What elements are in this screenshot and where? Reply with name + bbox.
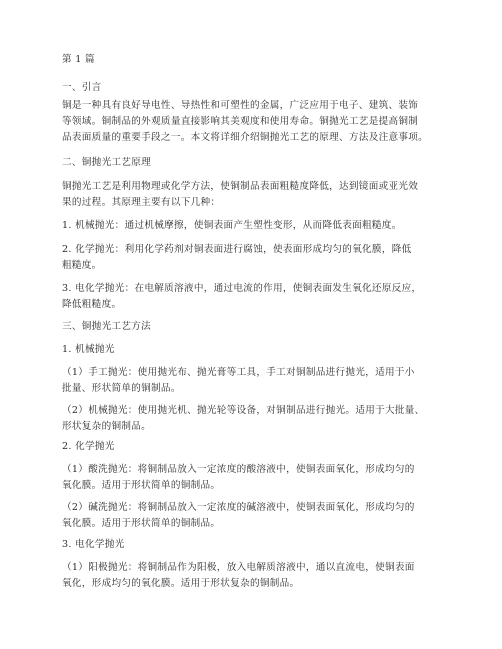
list-item-line: 粗糙度。 bbox=[62, 260, 102, 271]
paragraph-line: 氧化膜。适用于形状简单的铜制品。 bbox=[62, 518, 221, 529]
paragraph-line: （1）阳极抛光：将铜制品作为阳极，放入电解质溶液中，通以直流电，使铜表面 bbox=[62, 562, 415, 573]
paragraph-alkali-polishing bbox=[62, 500, 452, 532]
paragraph-line: 品表面质量的重要手段之一。本文将详细介绍铜抛光工艺的原理、方法及注意事项。 bbox=[62, 132, 429, 143]
paragraph-intro bbox=[62, 98, 452, 146]
section-heading-intro bbox=[62, 80, 452, 96]
subheading-text: 2. 化学抛光 bbox=[62, 441, 115, 452]
paragraph-machine-polishing bbox=[62, 403, 452, 435]
paragraph-line: （1）手工抛光：使用抛光布、抛光膏等工具，手工对铜制品进行抛光，适用于小 bbox=[62, 367, 415, 378]
paragraph-line: 果的过程。其原理主要有以下几种： bbox=[62, 197, 221, 208]
subheading-mechanical bbox=[62, 342, 452, 358]
list-item-line: 1. 机械抛光：通过机械摩擦，使铜表面产生塑性变形，从而降低表面粗糙度。 bbox=[62, 220, 402, 231]
paragraph-manual-polishing bbox=[62, 365, 452, 397]
page-label-text: 第 1 篇 bbox=[62, 54, 95, 65]
subheading-text: 3. 电化学抛光 bbox=[62, 539, 125, 550]
subheading-chemical bbox=[62, 439, 452, 455]
paragraph-line: 形状复杂的铜制品。 bbox=[62, 421, 152, 432]
list-item-mechanical-principle bbox=[62, 218, 452, 234]
list-item-line: 3. 电化学抛光：在电解质溶液中，通过电流的作用，使铜表面发生氧化还原反应， bbox=[62, 283, 422, 294]
list-item-line: 2. 化学抛光：利用化学药剂对铜表面进行腐蚀，使表面形成均匀的氧化膜，降低 bbox=[62, 244, 412, 255]
paragraph-line: 氧化膜。适用于形状简单的铜制品。 bbox=[62, 480, 221, 491]
list-item-chemical-principle bbox=[62, 242, 452, 274]
paragraph-acid-polishing bbox=[62, 462, 452, 494]
paragraph-anodic-polishing bbox=[62, 560, 452, 592]
heading-text: 一、引言 bbox=[62, 82, 102, 93]
subheading-electrochemical bbox=[62, 537, 452, 553]
paragraph-line: （2）碱洗抛光：将铜制品放入一定浓度的碱溶液中，使铜表面氧化，形成均匀的 bbox=[62, 502, 415, 513]
paragraph-line: 铜是一种具有良好导电性、导热性和可塑性的金属，广泛应用于电子、建筑、装饰 bbox=[62, 100, 419, 111]
section-heading-principle bbox=[62, 155, 452, 171]
section-heading-methods bbox=[62, 319, 452, 335]
paragraph-line: 氧化，形成均匀的氧化膜。适用于形状复杂的铜制品。 bbox=[62, 578, 300, 589]
heading-text: 三、铜抛光工艺方法 bbox=[62, 321, 152, 332]
paragraph-line: 批量、形状简单的铜制品。 bbox=[62, 383, 181, 394]
paragraph-line: 等领域。铜制品的外观质量直接影响其美观度和使用寿命。铜抛光工艺是提高铜制 bbox=[62, 116, 419, 127]
paragraph-line: （1）酸洗抛光：将铜制品放入一定浓度的酸溶液中，使铜表面氧化，形成均匀的 bbox=[62, 464, 415, 475]
paragraph-principle bbox=[62, 179, 452, 211]
paragraph-line: （2）机械抛光：使用抛光机、抛光轮等设备，对铜制品进行抛光。适用于大批量、 bbox=[62, 405, 425, 416]
subheading-text: 1. 机械抛光 bbox=[62, 344, 115, 355]
page-label bbox=[62, 52, 452, 68]
heading-text: 二、铜抛光工艺原理 bbox=[62, 157, 152, 168]
list-item-line: 降低粗糙度。 bbox=[62, 299, 122, 310]
list-item-electrochemical-principle bbox=[62, 281, 452, 313]
paragraph-line: 铜抛光工艺是利用物理或化学方法，使铜制品表面粗糙度降低，达到镜面或亚光效 bbox=[62, 181, 419, 192]
